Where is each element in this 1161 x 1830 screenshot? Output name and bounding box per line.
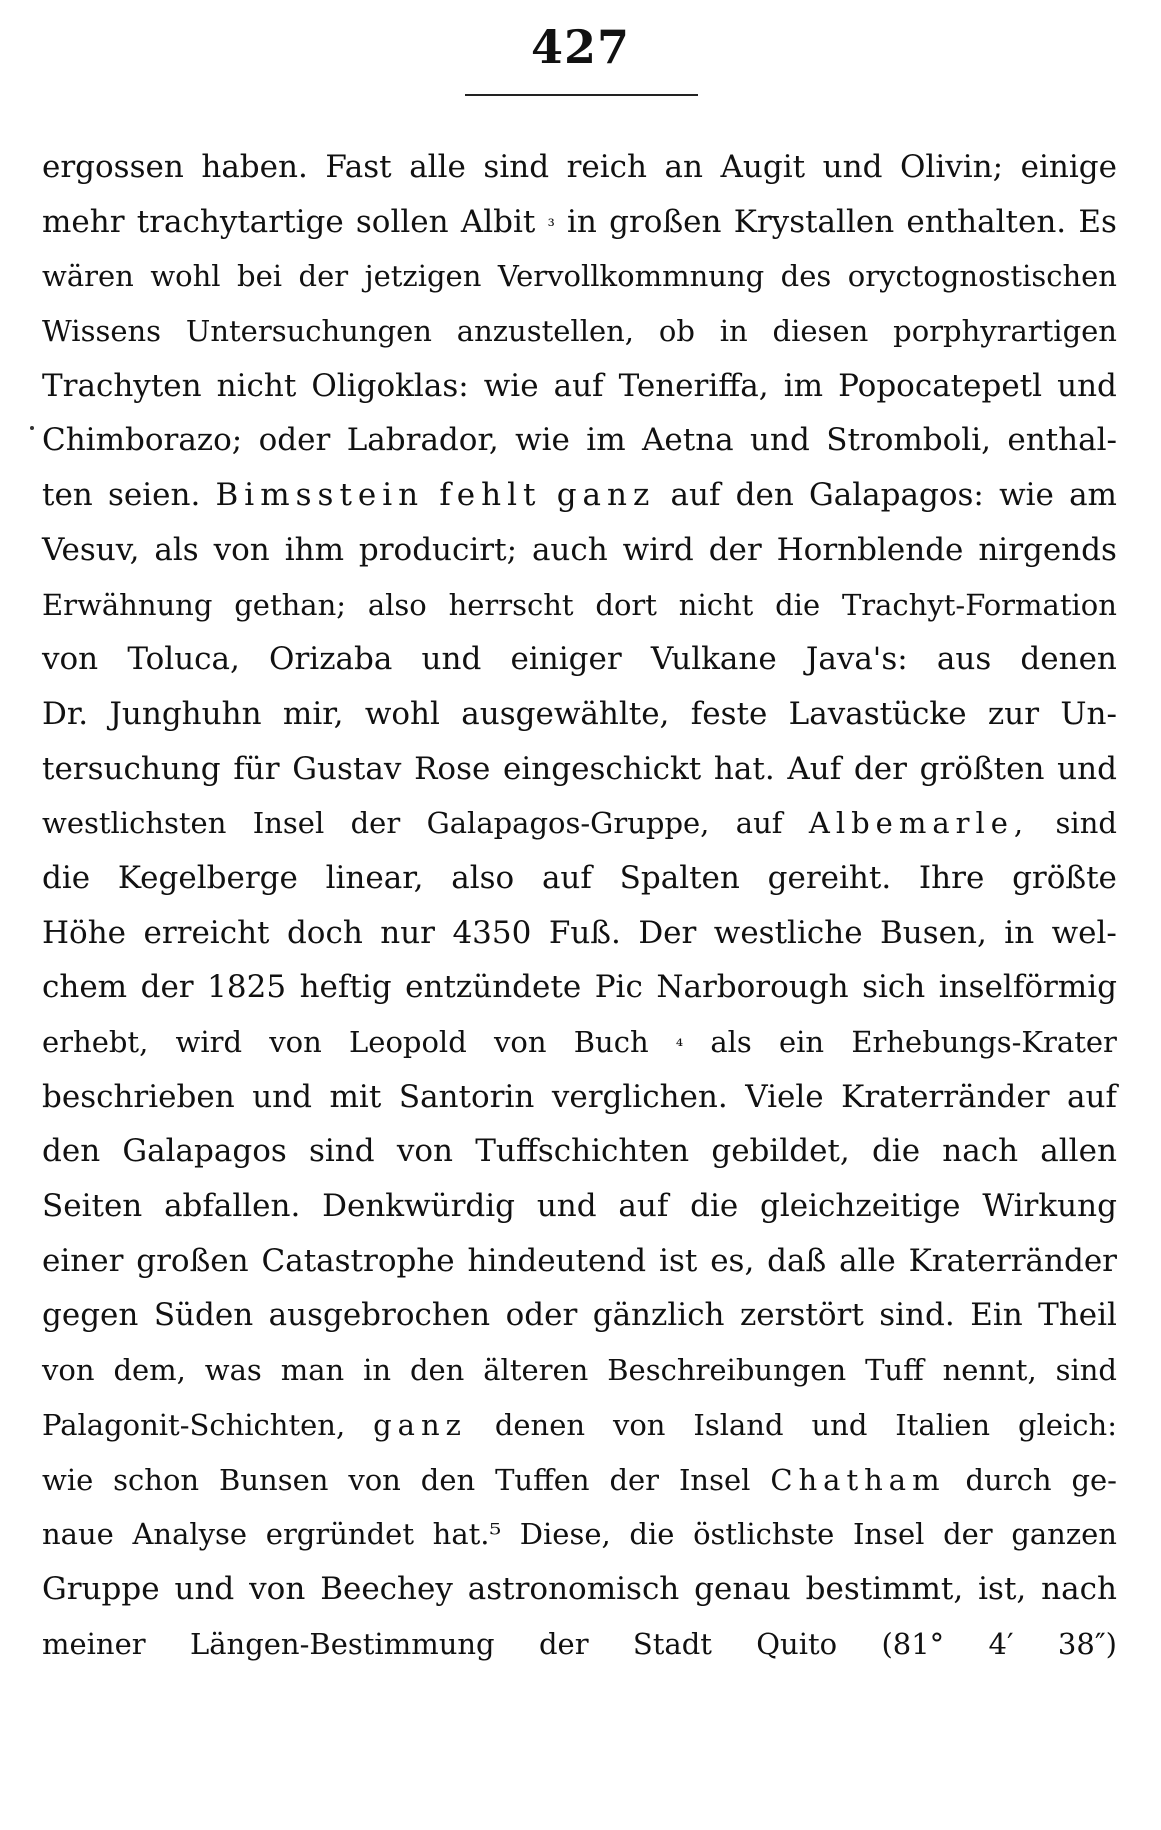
text-line [42, 468, 1117, 523]
word: tersuchung [42, 750, 221, 787]
word: gereiht. [767, 859, 892, 896]
word: doch [286, 914, 363, 951]
word: ten [42, 477, 93, 514]
text-line [42, 742, 1117, 797]
word: aus [936, 641, 992, 678]
word: und [1057, 367, 1117, 404]
word: sollen [355, 203, 449, 240]
word: gegen [42, 1297, 139, 1334]
text-line [42, 960, 1117, 1015]
page-number: 427 [530, 20, 631, 74]
word: nach [1041, 1570, 1117, 1607]
word: gethan; [234, 587, 347, 622]
word: Erhebungs-Krater [851, 1025, 1117, 1059]
word: Viele [745, 1078, 824, 1115]
word: Galapagos: [809, 477, 984, 514]
word: Längen-Bestimmung [189, 1626, 495, 1661]
word: Insel [852, 1517, 925, 1552]
word: von [494, 1025, 547, 1059]
word: gleichzeitige [760, 1188, 961, 1225]
word: der [853, 750, 907, 787]
text-line [42, 1288, 1117, 1343]
word: Beschreibungen [607, 1353, 847, 1388]
word: Olivin; [900, 149, 1004, 185]
word: sich [862, 969, 926, 1006]
word: bestimmt, [805, 1570, 964, 1607]
word: einer [42, 1242, 124, 1279]
word: ganz [373, 1407, 467, 1442]
word: Labrador, [346, 422, 499, 459]
word: von [612, 1407, 666, 1442]
word: Busen, [880, 914, 987, 951]
word: Beechey [320, 1570, 453, 1607]
word: die [775, 587, 821, 622]
word: astronomisch [467, 1570, 680, 1607]
word: wohl [364, 695, 440, 732]
word: seien. [107, 477, 201, 514]
word: größten [919, 750, 1045, 787]
word: porphyrartigen [893, 314, 1117, 349]
word: ausgebrochen [268, 1297, 491, 1334]
text-line [42, 1124, 1117, 1179]
text-line [42, 1562, 1117, 1617]
word: Galapagos [122, 1133, 287, 1170]
word: (81° [881, 1626, 945, 1661]
word: herrscht [448, 587, 574, 622]
word: älteren [483, 1353, 589, 1388]
text-line [42, 413, 1117, 468]
word: Theil [1038, 1297, 1117, 1334]
word: bei [237, 259, 283, 294]
word: sind. [879, 1297, 955, 1334]
word: jetzigen [364, 259, 482, 294]
word: Trachyten [42, 367, 202, 404]
word: dem, [113, 1353, 186, 1388]
word: Oligoklas: [311, 367, 469, 404]
text-line [42, 632, 1117, 687]
word: Auf [787, 750, 842, 787]
word: naue [42, 1517, 114, 1552]
word: von [42, 1353, 95, 1388]
word: Es [1078, 203, 1117, 240]
word: fehlt [439, 477, 542, 514]
word: Buch [573, 1025, 649, 1059]
word: inselförmig [938, 969, 1117, 1006]
word: hat.⁵ [432, 1517, 502, 1552]
word: an [664, 149, 703, 185]
word: und [536, 1188, 597, 1225]
word: alle [839, 1242, 896, 1279]
text-line [42, 906, 1117, 961]
word: nennt, [942, 1353, 1037, 1388]
word: den [735, 477, 794, 514]
word: Orizaba [269, 641, 393, 678]
word: von [249, 1570, 306, 1607]
word: Trachyt-Formation [841, 587, 1117, 622]
word: Java's: [805, 641, 908, 678]
word: Rose [414, 750, 491, 787]
word: sind [1055, 806, 1117, 841]
word: zerstört [739, 1297, 864, 1334]
word: gleich: [1018, 1407, 1117, 1442]
word: nach [942, 1133, 1019, 1170]
word: auch [531, 531, 608, 568]
word: ausgewählte, [461, 695, 670, 732]
word: 1825 [207, 969, 287, 1006]
word: ganzen [1011, 1517, 1117, 1552]
word: ihm [284, 531, 344, 568]
text-line [42, 1453, 1117, 1508]
word: den [42, 1133, 101, 1170]
text-line [42, 578, 1117, 633]
word: als [710, 1025, 752, 1059]
word: mir, [282, 695, 344, 732]
word: die [871, 1133, 921, 1170]
word: diesen [772, 314, 869, 349]
word: mehr [42, 203, 125, 240]
word: Albemarle, [808, 806, 1030, 841]
word: Island [693, 1407, 784, 1442]
word: des [780, 259, 832, 294]
word: sind [308, 1133, 375, 1170]
word: haben. [201, 149, 308, 185]
word: auf [553, 367, 604, 404]
word: erreicht [143, 914, 270, 951]
word: also [367, 587, 427, 622]
word: 38″) [1057, 1626, 1117, 1661]
word: und [421, 641, 482, 678]
word: östlichste [693, 1517, 835, 1552]
word: wie [483, 367, 539, 404]
word: auf [670, 477, 721, 514]
word: Kegelberge [117, 859, 298, 896]
word: der [350, 806, 401, 841]
word: Gustav [292, 750, 402, 787]
word: Chimborazo; [42, 422, 243, 459]
word: auf [541, 859, 592, 896]
word: Wissens [42, 314, 162, 349]
text-line [42, 851, 1117, 906]
word: Catastrophe [261, 1242, 455, 1279]
word: feste [690, 695, 768, 732]
word: die [629, 1517, 675, 1552]
word: die [42, 859, 91, 896]
word: Insel [252, 806, 325, 841]
word: den [409, 1353, 465, 1388]
word: man [280, 1353, 345, 1388]
text-line [42, 523, 1117, 578]
word: und [750, 422, 810, 459]
word: oder [505, 1297, 578, 1334]
word: abfallen. [164, 1188, 301, 1225]
word: 4′ [988, 1626, 1014, 1661]
word: daß [767, 1242, 827, 1279]
word: einiger [510, 641, 622, 678]
word: Fuß. [548, 914, 621, 951]
word: anzustellen, [456, 314, 635, 349]
word: eingeschickt [503, 750, 702, 787]
word: Ein [970, 1297, 1023, 1334]
word: hindeutend [467, 1242, 647, 1279]
word: von [213, 531, 270, 568]
word: wären [42, 259, 134, 294]
word: 4350 [452, 914, 532, 951]
word: die [690, 1188, 739, 1225]
word: ganz [556, 477, 656, 514]
word: producirt; [358, 531, 518, 568]
text-line [42, 1617, 1117, 1672]
word: Fast [325, 149, 392, 185]
word: denen [494, 1407, 586, 1442]
word: Stadt [632, 1626, 712, 1661]
word: enthalten. [906, 203, 1067, 240]
word: ist, [978, 1570, 1027, 1607]
word: was [204, 1353, 262, 1388]
word: und [1057, 750, 1117, 787]
word: Erwähnung [42, 587, 213, 622]
word: einige [1020, 149, 1117, 185]
word: Palagonit-Schichten, [42, 1407, 346, 1442]
word: heftig [299, 969, 392, 1006]
text-line [42, 687, 1117, 742]
word: wohl [150, 259, 221, 294]
word: von [348, 1462, 401, 1497]
word: oryctognostischen [847, 259, 1117, 294]
word: Ihre [918, 859, 985, 896]
word: Italien [895, 1407, 991, 1442]
word: Lavastücke [788, 695, 967, 732]
word: Tuffen [495, 1462, 590, 1497]
word: Untersuchungen [185, 314, 432, 349]
text-line [42, 1507, 1117, 1562]
word: Augit [720, 149, 806, 185]
word: im [586, 422, 626, 459]
text-line: mehr trachytartige sollen Albit ³ in großen Krystallen enthalten. Es [42, 195, 1117, 250]
word: oder [258, 422, 331, 459]
word: Popocatepetl [838, 367, 1043, 404]
word: Tuffschichten [475, 1133, 690, 1170]
word: Toluca, [127, 641, 240, 678]
word: ergründet [265, 1517, 414, 1552]
word: enthal- [1007, 422, 1117, 459]
word: sind [1055, 1353, 1117, 1388]
word: mit [329, 1078, 382, 1115]
word: hat. [713, 750, 775, 787]
word: und [252, 1078, 312, 1115]
word: Un- [1060, 695, 1117, 732]
word: verglichen. [551, 1078, 728, 1115]
word: wel- [1051, 914, 1117, 951]
text-line [42, 1343, 1117, 1398]
word: Süden [153, 1297, 254, 1334]
word: Der [638, 914, 697, 951]
word: Tuff [865, 1353, 924, 1388]
word: auf [1067, 1078, 1117, 1115]
word: Hornblende [776, 531, 964, 568]
word: Bunsen [219, 1462, 329, 1497]
word: für [233, 750, 280, 787]
word: schon [113, 1462, 200, 1497]
word: westliche [713, 914, 863, 951]
word: Gruppe [42, 1570, 160, 1607]
word: Leopold [349, 1025, 467, 1059]
word: wird [175, 1025, 243, 1059]
word: ge- [1071, 1462, 1117, 1497]
margin-mark [30, 426, 34, 430]
word: trachytartige [136, 203, 344, 240]
word: in [363, 1353, 392, 1388]
word: Kraterränder [908, 1242, 1117, 1279]
body-text [42, 140, 1117, 1671]
word: im [783, 367, 823, 404]
word: Aetna [642, 422, 734, 459]
text-line [42, 1179, 1117, 1234]
word: Insel [678, 1462, 751, 1497]
word: den [420, 1462, 476, 1497]
word: linear, [325, 859, 424, 896]
word: Teneriffa, [618, 367, 769, 404]
word: auf [735, 806, 783, 841]
word: Kraterränder [841, 1078, 1050, 1115]
word: chem [42, 969, 128, 1006]
word: Albit [460, 203, 536, 240]
word: und [174, 1570, 235, 1607]
header-rule [465, 94, 698, 96]
word: Spalten [619, 859, 740, 896]
word: der [708, 531, 762, 568]
word: gänzlich [592, 1297, 725, 1334]
word: Junghuhn [109, 695, 262, 732]
word: wird [622, 531, 694, 568]
word: wie [999, 477, 1054, 514]
word: Bimsstein [215, 477, 425, 514]
word: beschrieben [42, 1078, 235, 1115]
word: meiner [42, 1626, 146, 1661]
word: nicht [216, 367, 297, 404]
word: Pic [594, 969, 643, 1006]
word: erhebt, [42, 1025, 149, 1059]
word: sind [483, 149, 550, 185]
word: Denkwürdig [322, 1188, 516, 1225]
word: Höhe [42, 914, 127, 951]
word: genau [694, 1570, 791, 1607]
word: ist [659, 1242, 698, 1279]
word: Chatham [770, 1462, 946, 1497]
word: Vesuv, [42, 531, 140, 568]
word: Vulkane [650, 641, 777, 678]
word: ein [779, 1025, 825, 1059]
word: also [451, 859, 515, 896]
word: der [609, 1462, 660, 1497]
word: und [811, 1407, 868, 1442]
word: Narborough [656, 969, 849, 1006]
word: als [154, 531, 199, 568]
word: der [140, 969, 194, 1006]
word: großen [136, 1242, 249, 1279]
word: Analyse [132, 1517, 248, 1552]
word: es, [710, 1242, 755, 1279]
word: am [1069, 477, 1117, 514]
word: Stromboli, [826, 422, 991, 459]
word: von [396, 1133, 453, 1170]
word: alle [409, 149, 466, 185]
word: in [567, 203, 597, 240]
text-line [42, 249, 1117, 304]
word: Vervollkommnung [497, 259, 765, 294]
word: entzündete [405, 969, 582, 1006]
word: Diese, [519, 1517, 611, 1552]
word: auf [618, 1188, 669, 1225]
text-line [42, 1070, 1117, 1125]
word: dort [595, 587, 657, 622]
word: nur [380, 914, 435, 951]
word: und [822, 149, 883, 185]
word: von [269, 1025, 322, 1059]
text-line [42, 359, 1117, 414]
word: Galapagos-Gruppe, [426, 806, 710, 841]
word: ob [658, 314, 695, 349]
word: wie [42, 1462, 94, 1497]
text-line [42, 796, 1117, 851]
word: ergossen [42, 149, 184, 185]
word: durch [965, 1462, 1052, 1497]
word: allen [1040, 1133, 1117, 1170]
word: Krystallen [733, 203, 895, 240]
word: der [298, 259, 349, 294]
word: Wirkung [982, 1188, 1117, 1225]
word: westlichsten [42, 806, 227, 841]
word: denen [1020, 641, 1117, 678]
word: Seiten [42, 1188, 143, 1225]
word: in [719, 314, 748, 349]
word: reich [566, 149, 647, 185]
word: Quito [756, 1626, 838, 1661]
text-line [42, 140, 1117, 195]
word: großen [609, 203, 722, 240]
word: der [538, 1626, 589, 1661]
text-line [42, 1234, 1117, 1289]
word: Santorin [398, 1078, 535, 1115]
word: nicht [678, 587, 754, 622]
word: der [943, 1517, 993, 1552]
word: größte [1012, 859, 1117, 896]
word: von [42, 641, 99, 678]
word: gebildet, [711, 1133, 850, 1170]
word: zur [987, 695, 1040, 732]
text-line [42, 304, 1117, 359]
word: nirgends [978, 531, 1117, 568]
word: wie [515, 422, 570, 459]
word: Dr. [42, 695, 89, 732]
word: in [1004, 914, 1035, 951]
text-line [42, 1398, 1117, 1453]
text-line: erhebt, wird von Leopold von Buch ⁴ als ein Erhebungs-Krater [42, 1015, 1117, 1070]
